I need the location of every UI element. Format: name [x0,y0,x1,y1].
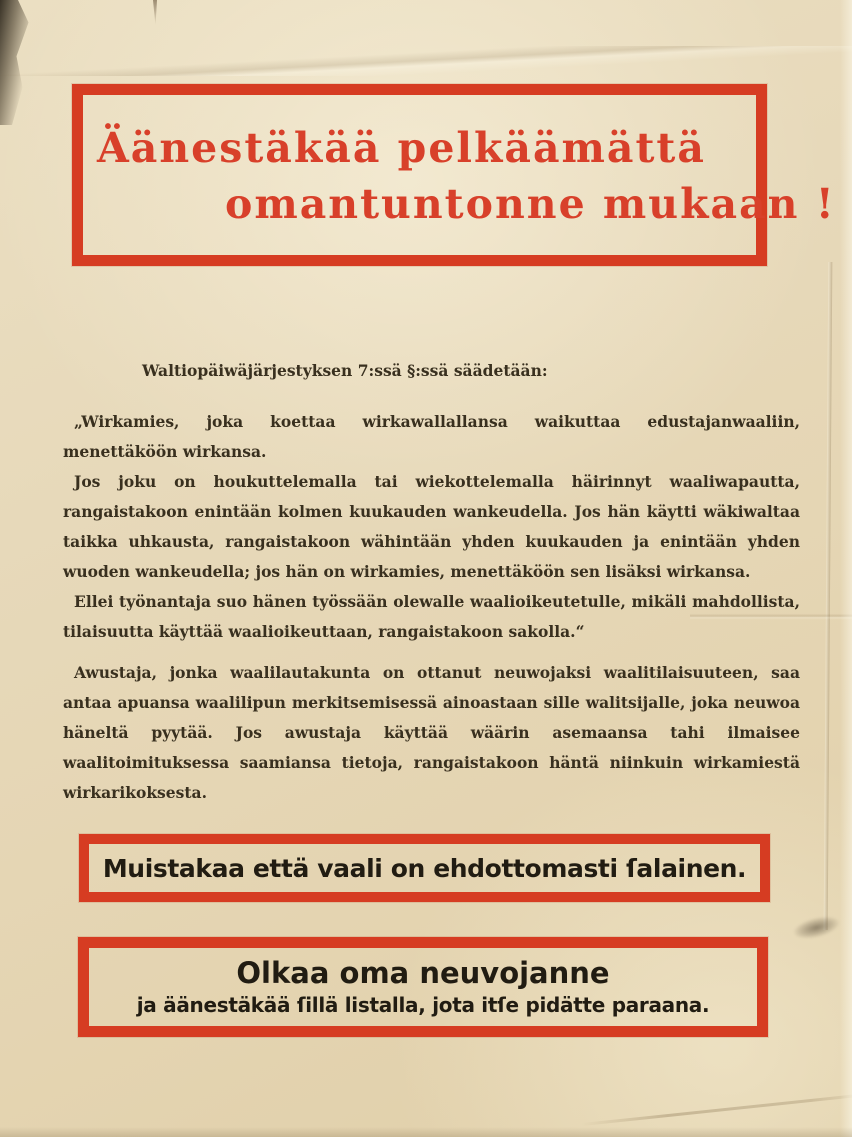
paper-edge-bottom [0,1127,852,1137]
advice-line-1: Olkaa oma neuvojanne [236,956,610,990]
headline-box [72,84,836,266]
paper-nick-top [150,0,160,26]
secrecy-box [79,834,770,902]
law-paragraph-1: „Wirkamies, joka koettaa wirkawallallansa waikuttaa edustajanwaaliin, menettäköön wirkansa. [63,412,800,461]
paper-smudge [791,908,848,946]
paper-edge-right [840,0,852,1137]
law-paragraph-2: Jos joku on houkuttelemalla tai wiekottelemalla häirinnyt waaliwapautta, rangaistakoon enintään kolmen kuukauden wankeudella. Jos hän käytti wäkiwaltaa taikka uhkausta, rangaistakoon wähintään yhden kuukauden ja enintään yhden wuoden wankeudella; jos hän on wirkamies, menettäköön sen lisäksi wirkansa. [63,472,800,581]
headline-line-2: omantuntonne mukaan ! [225,180,836,228]
headline-line-1: Äänestäkää pelkäämättä [97,124,706,172]
law-paragraph-4: Awustaja, jonka waalilautakunta on ottanut neuwojaksi waalitilaisuuteen, saa antaa apuansa waalilipun merkitsemisessä ainoastaan sille walitsijalle, joka neuwoa häneltä pyytää. Jos awustaja käyttää wäärin asemaansa tahi ilmaisee waalitoimituksessa saamiansa tietoja, rangaistakoon häntä niinkuin wirkamiestä wirkarikoksesta. [63,663,800,802]
paper-crease-top [0,46,852,76]
paper-crease-bottom-right [581,1093,852,1126]
secrecy-text: Muistakaa että vaali on ehdottomasti ſalainen. [102,853,747,883]
advice-line-2: ja äänestäkää ſillä listalla, jota itſe pidätte paraana. [136,993,710,1017]
law-text-block [63,356,800,808]
advice-box [78,937,768,1037]
law-intro-line: Waltiopäiwäjärjestyksen 7:ssä §:ssä säädetään: [142,361,548,380]
law-paragraph-3: Ellei työnantaja suo hänen työssään olewalle waalioikeutetulle, mikäli mahdollista, tilaisuutta käyttää waalioikeuttaan, rangaistakoon sakolla.“ [63,592,800,641]
paper-crease-right [824,262,833,930]
